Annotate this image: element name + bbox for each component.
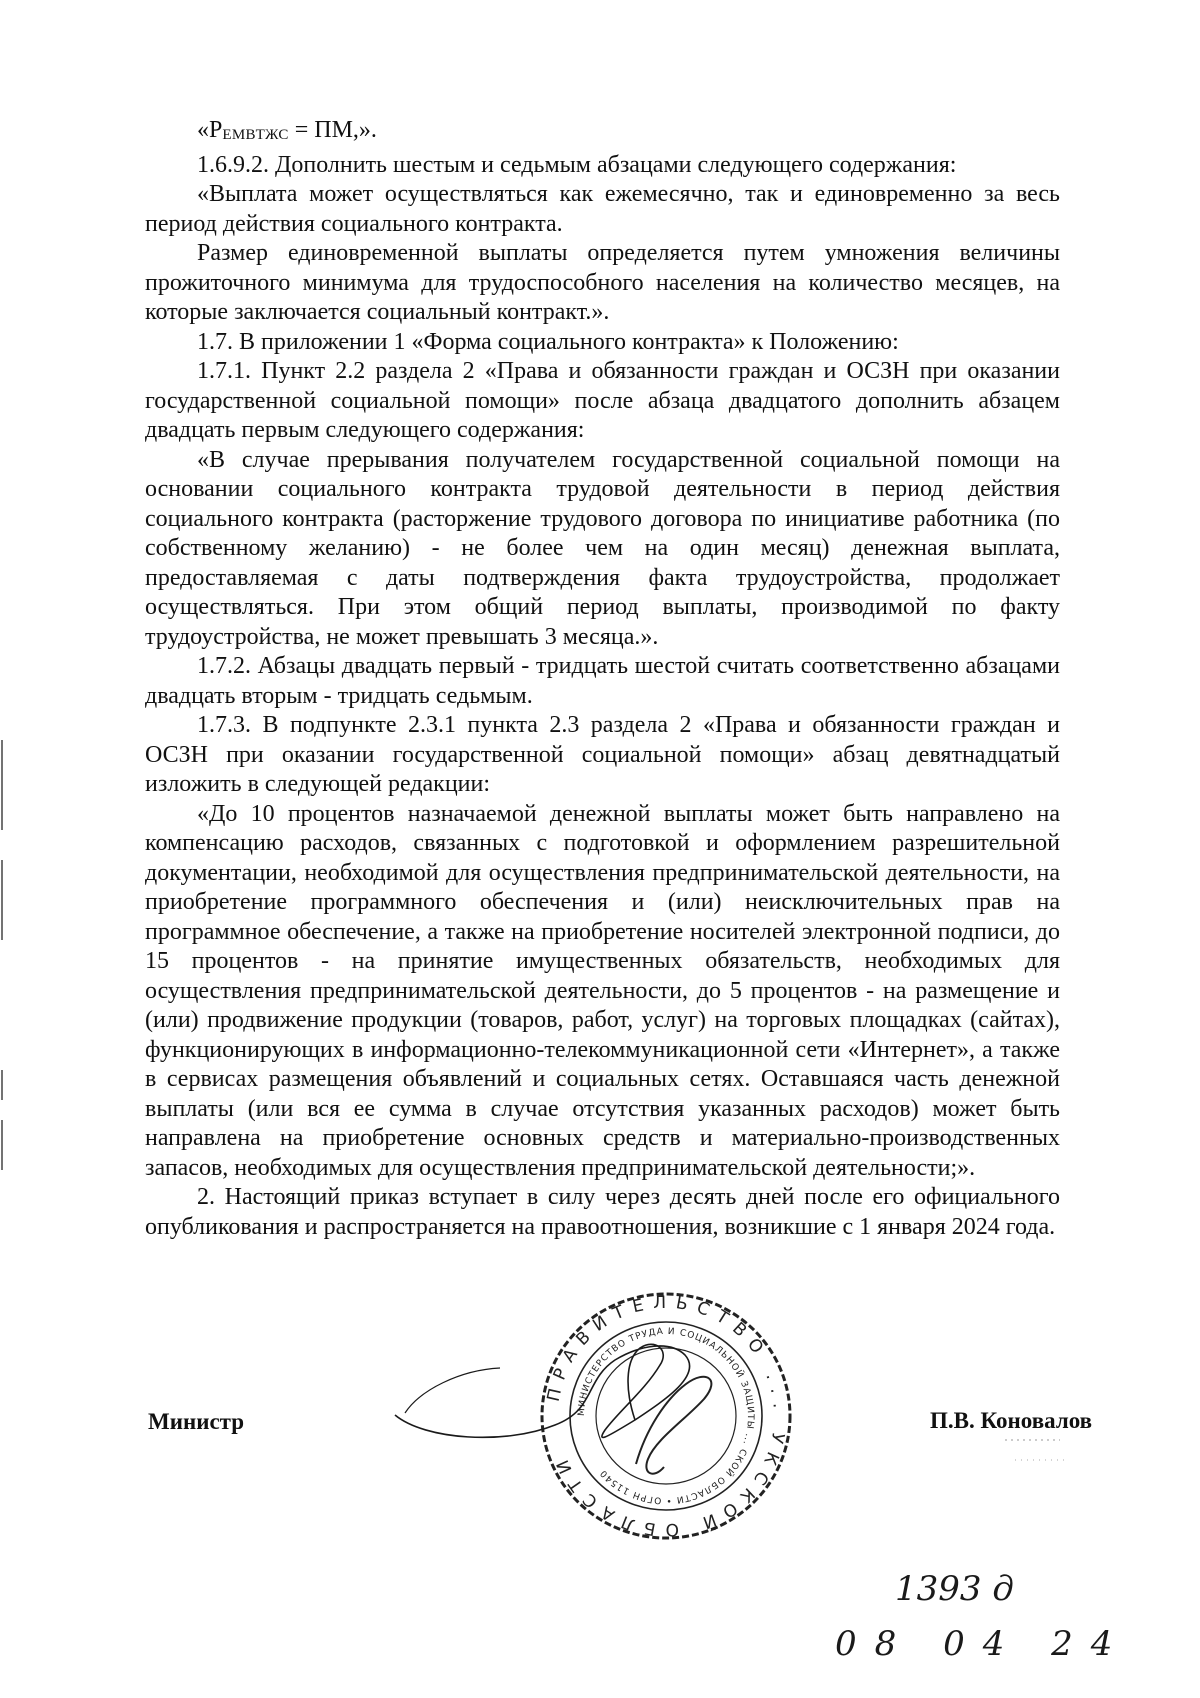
paragraph: 1.7.3. В подпункте 2.3.1 пункта 2.3 раздела 2 «Права и обязанности граждан и ОСЗН при оказании государственной социальной помощи» абзац девятнадцатый изложить в следующей редакции: bbox=[145, 712, 1060, 797]
signatory-role: Министр bbox=[148, 1409, 245, 1434]
formula-subscript: ЕМВТЖС bbox=[222, 127, 289, 143]
paragraph: «В случае прерывания получателем государственной социальной помощи на основании социального контракта трудовой деятельности в период действия социального контракта (расторжение трудового договора по инициативе работника (по собственному желанию) - не более чем на один месяц) денежная выплата, предоставляемая с даты подтверждения факта трудоустройства, продолжает осуществляться. При этом общий период выплаты, производимой по факту трудоустройства, не может превышать 3 месяца.». bbox=[145, 446, 1060, 650]
scan-margin-marks bbox=[0, 740, 10, 1190]
handwritten-number: 1393 д bbox=[895, 1569, 1014, 1609]
scan-specks bbox=[1005, 1435, 1075, 1485]
paragraph: 1.7.1. Пункт 2.2 раздела 2 «Права и обязанности граждан и ОСЗН при оказании государственной социальной помощи» после абзаца двадцатого дополнить абзацем двадцать первым следующего содержания: bbox=[145, 358, 1060, 443]
formula-paragraph bbox=[145, 116, 1060, 151]
formula-open: «Р bbox=[197, 117, 223, 143]
paragraph: 1.7. В приложении 1 «Форма социального контракта» к Положению: bbox=[197, 328, 899, 355]
paragraph: 1.7.2. Абзацы двадцать первый - тридцать шестой считать соответственно абзацами двадцать вторым - тридцать седьмым. bbox=[145, 653, 1060, 709]
paragraph: 2. Настоящий приказ вступает в силу через десять дней после его официального опубликования и распространяется на правоотношения, возникшие с 1 января 2024 года. bbox=[145, 1184, 1060, 1240]
handwritten-registration-note bbox=[835, 1555, 1131, 1675]
paragraph: 1.6.9.2. Дополнить шестым и седьмым абзацами следующего содержания: bbox=[197, 151, 957, 178]
formula-rest: = ПМ,». bbox=[288, 117, 377, 143]
signature-scribble bbox=[385, 1320, 745, 1470]
seal-inner-text: МИНИСТЕРСТВО ТРУДА И СОЦИАЛЬНОЙ ЗАЩИТЫ ... СКОЙ ОБЛАСТИ • ОГРН 11540 bbox=[576, 1326, 756, 1506]
paragraph: «Выплата может осуществляться как ежемесячно, так и единовременно за весь период действия социального контракта. bbox=[145, 181, 1060, 237]
handwritten-date: 08 04 24 bbox=[835, 1624, 1131, 1664]
document-body bbox=[145, 116, 1060, 1242]
paragraph: «До 10 процентов назначаемой денежной выплаты может быть направлено на компенсацию расходов, связанных с подготовкой и оформлением разрешительной документации, необходимой для осуществления предпринимательской деятельности, на приобретение программного обеспечения и (или) неисключительных прав на программное обеспечение, а также на приобретение носителей электронной подписи, до 15 процентов - на принятие имущественных обязательств, необходимых для осуществления предпринимательской деятельности, до 5 процентов - на размещение и (или) продвижение продукции (товаров, работ, услуг) на торговых площадках (сайтах), функционирующих в информационно-телекоммуникационной сети «Интернет», а также в сервисах размещения объявлений и социальных сетях. Оставшаяся часть денежной выплаты (или вся ее сумма в случае отсутствия указанных расходов) может быть направлена на приобретение основных средств и материально-производственных запасов, необходимых для осуществления предпринимательской деятельности;». bbox=[145, 800, 1060, 1181]
seal-outer-text: ПРАВИТЕЛЬСТВО ... УКСКОЙ ОБЛАСТИ bbox=[543, 1292, 790, 1540]
signatory-name: П.В. Коновалов bbox=[930, 1408, 1093, 1433]
paragraph: Размер единовременной выплаты определяется путем умножения величины прожиточного минимума для трудоспособного населения на количество месяцев, на которые заключается социальный контракт.». bbox=[145, 240, 1060, 325]
